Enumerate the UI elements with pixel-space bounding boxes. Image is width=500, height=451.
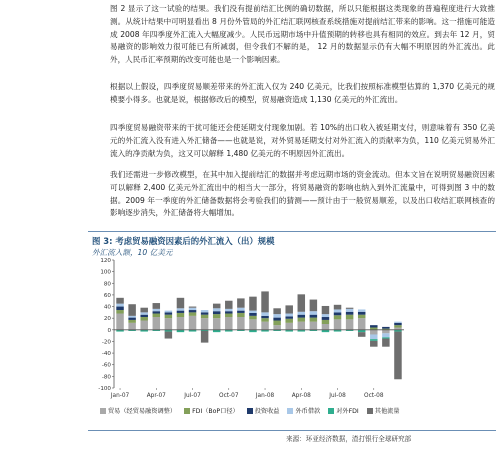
bar-segment [140, 308, 147, 313]
bar-segment [370, 339, 377, 341]
bar-segment [237, 317, 244, 330]
legend-label: 其他流量 [374, 408, 400, 415]
legend-item [328, 406, 359, 415]
bar-segment [285, 323, 292, 330]
bar-segment [153, 303, 160, 309]
bar-segment [237, 298, 244, 307]
bar-segment [394, 325, 401, 327]
bar-segment [298, 318, 305, 322]
bar-segment [225, 301, 232, 309]
bar-segment [382, 330, 389, 333]
bar-segment [140, 321, 147, 330]
bar-segment [322, 320, 329, 324]
bar-segment [285, 316, 292, 318]
bar-segment [358, 309, 365, 311]
legend-item [100, 406, 176, 415]
bar-segment [273, 314, 280, 317]
y-tick-label: 120 [100, 258, 111, 264]
bar-segment [261, 322, 268, 330]
bar-segment [346, 315, 353, 320]
bar-segment [140, 312, 147, 314]
bar-segment [116, 307, 123, 310]
bar-segment [140, 315, 147, 317]
bar-segment [370, 341, 377, 347]
bar-segment [358, 332, 365, 337]
bar-segment [249, 316, 256, 319]
bar-segment [237, 308, 244, 311]
figure-top-rule [88, 231, 496, 232]
bar-segment [153, 309, 160, 311]
legend-item [184, 406, 239, 415]
legend-item [287, 406, 320, 415]
legend-swatch [287, 408, 293, 414]
bar-segment [285, 319, 292, 323]
x-tick-label: Oct-08 [364, 393, 384, 399]
bar-segment [128, 316, 135, 318]
bar-segment [382, 327, 389, 329]
bar-segment [310, 300, 317, 312]
legend-swatch [184, 408, 190, 414]
y-tick-label: 100 [100, 269, 111, 276]
bar-segment [322, 324, 329, 330]
bar-segment [298, 312, 305, 315]
bar-segment [213, 311, 220, 314]
y-tick-label: -40 [101, 351, 111, 358]
legend-swatch [328, 408, 334, 414]
bar-segment [322, 314, 329, 317]
bar-segment [346, 319, 353, 329]
bar-segment [261, 291, 268, 312]
bar-segment [116, 298, 123, 304]
bar-segment [261, 316, 268, 318]
legend-label: 贸易（经贸易融资调整） [108, 408, 177, 415]
bar-segment [298, 294, 305, 311]
bar-segment [225, 309, 232, 311]
x-tick-label: Apr-07 [146, 393, 166, 399]
legend-label: 投资收益 [254, 408, 280, 415]
bar-segment [189, 310, 196, 312]
bar-segment [225, 317, 232, 330]
bar-segment [116, 314, 123, 330]
bar-segment [334, 319, 341, 329]
bar-segment [249, 297, 256, 311]
bar-segment [358, 318, 365, 330]
bar-segment [201, 312, 208, 314]
legend-label: 对外FDI [336, 408, 359, 415]
x-tick-label: Apr-08 [291, 393, 311, 399]
bar-segment [310, 311, 317, 314]
bar-segment [153, 317, 160, 330]
bar-segment [128, 304, 135, 316]
stacked-bar-chart [92, 256, 412, 402]
x-tick-label: Jan-07 [110, 393, 130, 399]
bar-segment [394, 332, 401, 380]
bar-segment [153, 314, 160, 317]
bar-segment [237, 313, 244, 317]
bar-segment [273, 308, 280, 314]
bar-segment [322, 306, 329, 314]
bar-segment [261, 312, 268, 315]
legend-swatch [100, 408, 106, 414]
bar-segment [382, 339, 389, 347]
bar-segment [128, 320, 135, 323]
legend-label: FDI（BoP口径） [192, 408, 239, 415]
legend-item [247, 406, 280, 415]
x-tick-label: Jan-08 [255, 393, 275, 399]
bar-segment [273, 325, 280, 330]
bar-segment [334, 315, 341, 319]
bar-segment [298, 322, 305, 330]
bar-segment [177, 308, 184, 310]
figure-bottom-rule [88, 430, 496, 431]
bar-segment [201, 310, 208, 312]
bar-segment [201, 331, 208, 343]
bar-segment [225, 314, 232, 317]
bar-segment [346, 312, 353, 315]
bar-segment [165, 332, 172, 339]
bar-segment [273, 318, 280, 321]
bar-segment [128, 318, 135, 320]
bar-segment [189, 307, 196, 308]
bar-segment [177, 298, 184, 308]
y-tick-label: -20 [101, 339, 111, 346]
bar-segment [310, 315, 317, 318]
bar-segment [213, 304, 220, 309]
bar-segment [298, 315, 305, 318]
bar-segment [116, 310, 123, 313]
bar-segment [370, 330, 377, 335]
legend-swatch [247, 408, 253, 414]
bar-segment [285, 314, 292, 317]
bar-segment [165, 318, 172, 330]
bar-segment [189, 308, 196, 310]
legend-label: 外币借款 [295, 408, 321, 415]
bar-segment [334, 309, 341, 312]
y-tick-label: -80 [101, 374, 111, 381]
chart-legend [100, 406, 495, 415]
bar-segment [334, 305, 341, 310]
y-tick-label: 0 [107, 327, 111, 334]
bar-segment [370, 334, 377, 339]
bar-segment [140, 317, 147, 320]
paragraph-2: 根据以上假设，四季度贸易顺差带来的外汇流入仅为 240 亿美元，比我们按照标准模型估算的 1,370 亿美元的规模要小得多。也就是说，根据修改后的模型，贸易融资造成 1,130 亿美元的外汇流出。 [110, 82, 495, 104]
bar-segment [213, 314, 220, 318]
bar-segment [382, 333, 389, 337]
bar-segment [249, 319, 256, 329]
y-tick-label: 80 [103, 281, 111, 288]
bar-segment [177, 311, 184, 313]
x-tick-label: Jul-08 [329, 393, 346, 399]
bar-segment [285, 305, 292, 313]
bar-segment [201, 318, 208, 330]
bar-segment [273, 321, 280, 326]
bar-segment [116, 304, 123, 307]
bar-segment [310, 318, 317, 322]
x-tick-label: Oct-07 [219, 393, 239, 399]
bar-segment [177, 317, 184, 330]
figure-subtitle: 外汇流入额，10 亿美元 [92, 248, 173, 257]
y-tick-label: -100 [98, 386, 111, 392]
bar-segment [189, 316, 196, 330]
bar-segment [177, 313, 184, 317]
bar-segment [165, 315, 172, 318]
legend-item [367, 406, 400, 415]
bar-segment [261, 318, 268, 321]
legend-swatch [367, 408, 373, 414]
bar-segment [165, 311, 172, 313]
y-tick-label: 40 [103, 304, 111, 311]
bar-segment [201, 315, 208, 318]
bar-segment [225, 311, 232, 313]
y-tick-label: 60 [103, 292, 111, 299]
bar-segment [346, 309, 353, 312]
bar-segment [346, 308, 353, 309]
bar-segment [249, 311, 256, 313]
y-tick-label: -60 [101, 362, 111, 369]
bar-segment [153, 311, 160, 313]
bar-segment [322, 317, 329, 320]
bar-segment [213, 318, 220, 330]
paragraph-1: 图 2 显示了这一试验的结果。我们没有提前结汇比例的确切数据，所以只能根据这类现象的普遍程度进行大致推测。从统计结果中可明显看出 8 月份外管局的外汇结汇联网核查系统措施对提前结汇带来的影响。这一措施可能造成 2008 年四季度外汇流入大幅度减少。人民币远期市场中升值预期的转移也具有相同的效应。到去年 12 月，贸易融资的影响效力很可能已有所减弱，但令我们不解的是， 12 月的数据显示仍有大幅不明原因的外汇流出。此外，人民币汇率预期的改变可能也是一个影响因素。 [110, 4, 495, 65]
bar-segment [237, 311, 244, 313]
bar-segment [249, 313, 256, 316]
y-tick-label: 20 [103, 316, 111, 323]
bar-segment [189, 312, 196, 315]
bar-segment [358, 315, 365, 318]
bar-segment [358, 312, 365, 315]
bar-segment [213, 308, 220, 311]
figure-title: 图 3: 考虑贸易融资因素后的外汇流入（出）规模 [92, 236, 275, 246]
bar-segment [394, 322, 401, 323]
bar-segment [128, 323, 135, 330]
bar-segment [310, 322, 317, 330]
bar-segment [334, 312, 341, 315]
bar-segment [382, 337, 389, 338]
x-tick-label: Jul-07 [184, 393, 201, 399]
bar-segment [165, 312, 172, 314]
paragraph-3: 四季度贸易融资带来的干扰可能还会使延期支付现象加剧。若 10%的出口收入被延期支付，则意味着有 350 亿美元的外汇流入没有进入外汇储备——也就是说，对外贸易延期支付对外汇流入的贡献率为负，110 亿美元贸易外汇流入的净贡献为负，这又可以解释 1,480 亿美元的不明原因外汇流出。 [110, 123, 495, 158]
bar-segment [394, 323, 401, 325]
paragraph-4: 我们还需进一步修改模型，在其中加入提前结汇的数据并考虑远期市场的资金流动。但本文旨在说明贸易融资因素可以解释 2,400 亿美元外汇流出中的相当大一部分，将贸易融资的影响也纳入到外汇流量中，可得到图 3 中的数据。2009 年一季度的外汇储备数据将会考验我们的猜测——预计由于一般贸易顺差，以及出口收结汇联网核查的影响逐步消失，外汇储备将大幅增加。 [110, 170, 495, 218]
figure-source: 来源：环亚经济数据，渣打银行全球研究部 [286, 435, 412, 443]
bar-segment [370, 325, 377, 327]
